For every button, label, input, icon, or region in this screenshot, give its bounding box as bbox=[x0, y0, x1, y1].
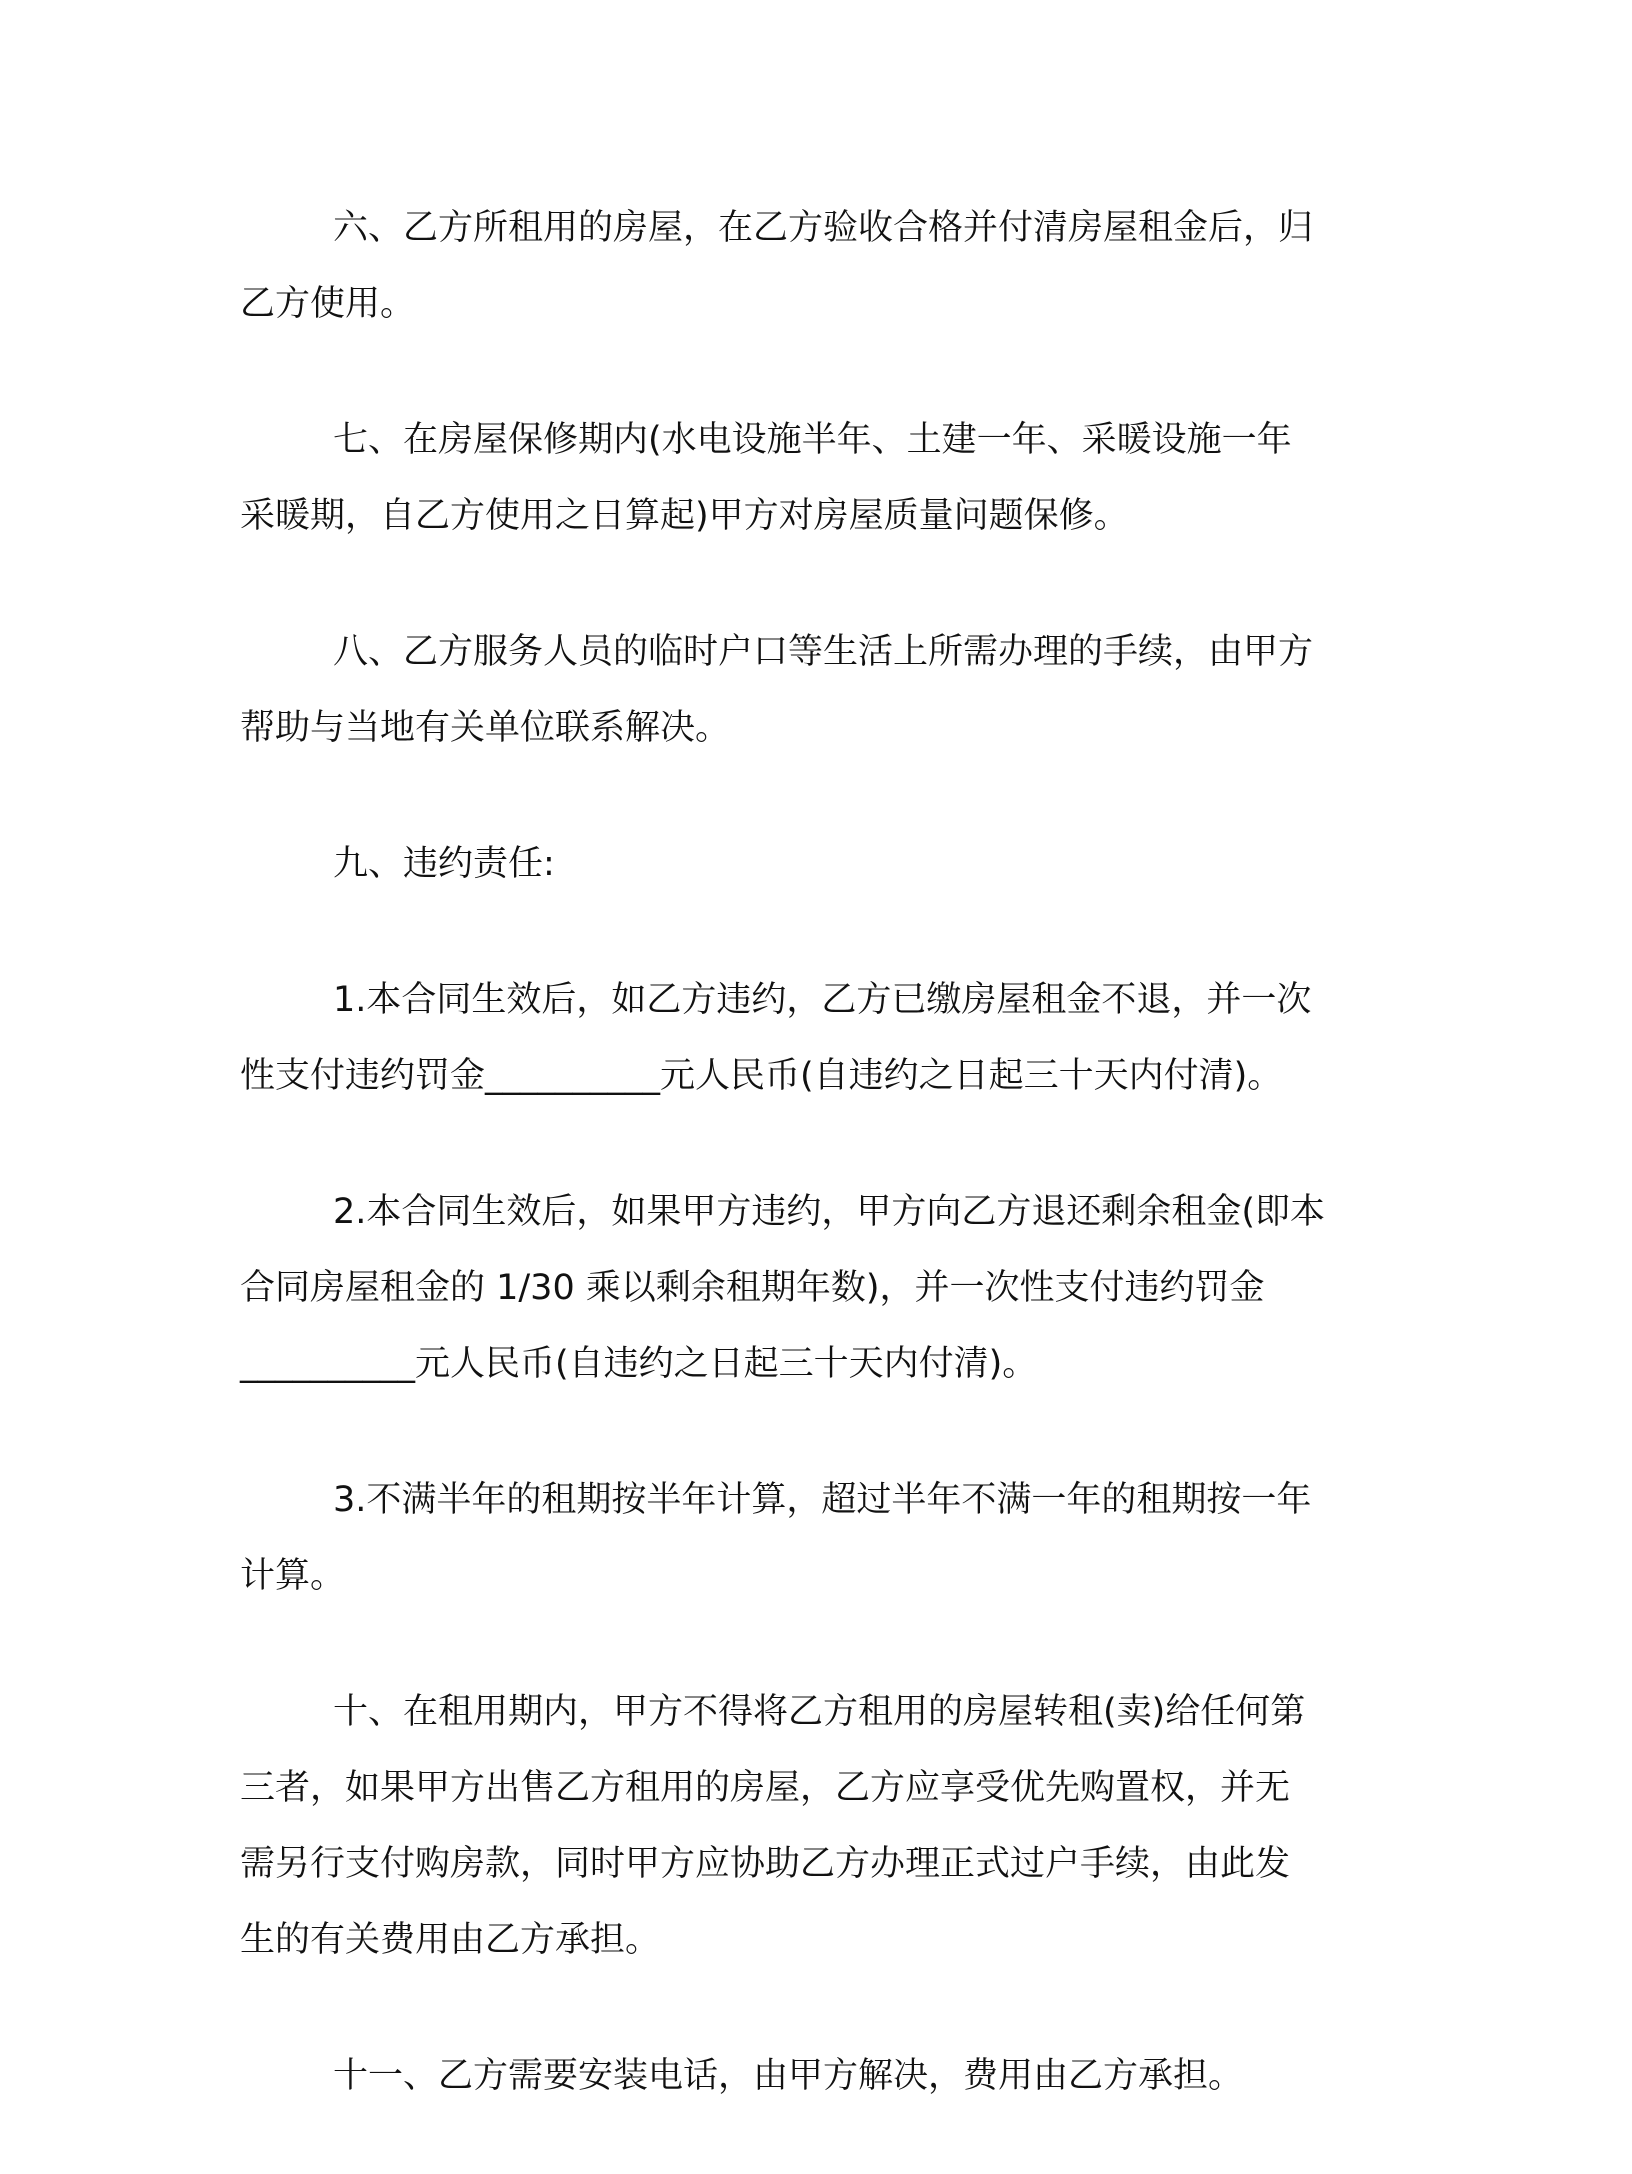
paragraph-line: __________元人民币(自违约之日起三十天内付清)。 bbox=[240, 1344, 1038, 1384]
clause-8-paragraph bbox=[240, 614, 1400, 766]
clause-9-heading bbox=[240, 826, 1400, 902]
paragraph-line: 八、乙方服务人员的临时户口等生活上所需办理的手续，由甲方 bbox=[333, 632, 1314, 672]
paragraph-line: 3.不满半年的租期按半年计算，超过半年不满一年的租期按一年 bbox=[333, 1480, 1312, 1520]
paragraph-line: 采暖期，自乙方使用之日算起)甲方对房屋质量问题保修。 bbox=[240, 496, 1129, 536]
clause-10-paragraph bbox=[240, 1674, 1400, 1978]
clause-9-3-paragraph bbox=[240, 1462, 1400, 1614]
paragraph-line: 合同房屋租金的 1/30 乘以剩余租期年数)，并一次性支付违约罚金 bbox=[240, 1268, 1265, 1308]
clause-11-paragraph bbox=[240, 2038, 1400, 2114]
clause-9-2-paragraph bbox=[240, 1174, 1400, 1402]
paragraph-line: 六、乙方所租用的房屋，在乙方验收合格并付清房屋租金后，归 bbox=[333, 208, 1314, 248]
paragraph-line: 性支付违约罚金__________元人民币(自违约之日起三十天内付清)。 bbox=[240, 1056, 1283, 1096]
paragraph-line: 九、违约责任: bbox=[333, 844, 555, 884]
document-body bbox=[240, 190, 1400, 2174]
clause-7-paragraph bbox=[240, 402, 1400, 554]
paragraph-line: 十一、乙方需要安装电话，由甲方解决，费用由乙方承担。 bbox=[333, 2056, 1244, 2096]
paragraph-line: 2.本合同生效后，如果甲方违约，甲方向乙方退还剩余租金(即本 bbox=[333, 1192, 1326, 1232]
paragraph-line: 七、在房屋保修期内(水电设施半年、土建一年、采暖设施一年 bbox=[333, 420, 1292, 460]
clause-9-1-paragraph bbox=[240, 962, 1400, 1114]
clause-6-paragraph bbox=[240, 190, 1400, 342]
paragraph-line: 1.本合同生效后，如乙方违约，乙方已缴房屋租金不退，并一次 bbox=[333, 980, 1312, 1020]
paragraph-line: 三者，如果甲方出售乙方租用的房屋，乙方应享受优先购置权，并无 bbox=[240, 1768, 1291, 1808]
paragraph-line: 计算。 bbox=[240, 1556, 346, 1596]
paragraph-line: 生的有关费用由乙方承担。 bbox=[240, 1920, 661, 1960]
paragraph-line: 十、在租用期内，甲方不得将乙方租用的房屋转租(卖)给任何第 bbox=[333, 1692, 1306, 1732]
paragraph-line: 乙方使用。 bbox=[240, 284, 416, 324]
paragraph-line: 帮助与当地有关单位联系解决。 bbox=[240, 708, 731, 748]
paragraph-line: 需另行支付购房款，同时甲方应协助乙方办理正式过户手续，由此发 bbox=[240, 1844, 1291, 1884]
